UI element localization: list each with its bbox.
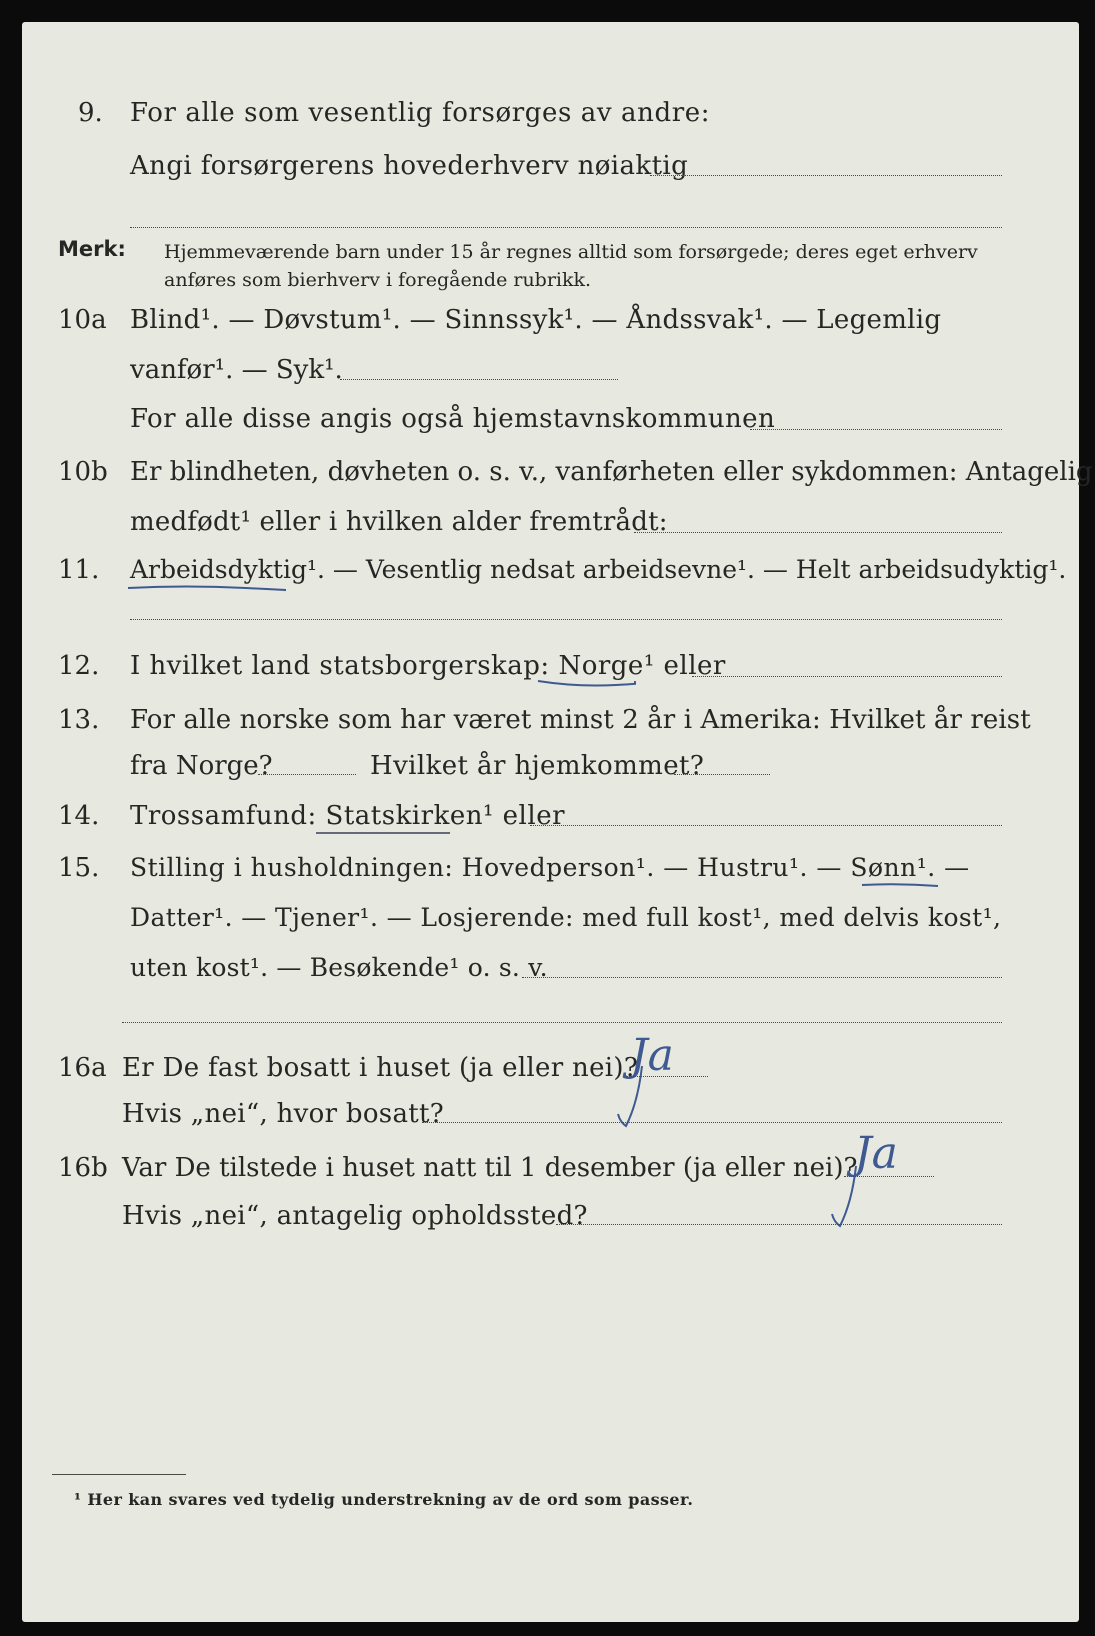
q15-answer-line[interactable] — [522, 977, 1002, 978]
q10b-line2: medfødt¹ eller i hvilken alder fremtrådt: — [130, 507, 668, 537]
q15-line1: Stilling i husholdningen: Hovedperson¹. — Hustru¹. — Sønn¹. — — [130, 853, 970, 882]
q13-line1: For alle norske som har været minst 2 år i Amerika: Hvilket år reist — [130, 705, 1031, 735]
q15-line2: Datter¹. — Tjener¹. — Losjerende: med full kost¹, med delvis kost¹, — [130, 903, 1002, 932]
q10a-hjemstavn-answer-line[interactable] — [750, 429, 1002, 430]
q11-line1: Arbeidsdyktig¹. — Vesentlig nedsat arbeidsevne¹. — Helt arbeidsudyktig¹. — [130, 555, 1067, 584]
q13-line2b: Hvilket år hjemkommet? — [370, 751, 705, 781]
q9-line1: For alle som vesentlig forsørges av andre: — [130, 98, 711, 128]
q10a-number: 10a — [58, 305, 107, 335]
q9-answer-line[interactable] — [650, 175, 1002, 176]
q16b-line1: Var De tilstede i huset natt til 1 desember (ja eller nei)? — [122, 1153, 858, 1183]
q12-line1: I hvilket land statsborgerskap: Norge¹ eller — [130, 651, 726, 681]
q9-number: 9. — [78, 98, 103, 128]
q15-number: 15. — [58, 853, 100, 883]
q10a-line2: vanfør¹. — Syk¹. — [130, 355, 343, 385]
q16b-line2: Hvis „nei“, antagelig opholdssted? — [122, 1201, 588, 1231]
q14-line1: Trossamfund: Statskirken¹ eller — [130, 801, 566, 831]
q10b-answer-line[interactable] — [634, 532, 1002, 533]
q12-handwritten-underline — [536, 678, 636, 690]
q13-number: 13. — [58, 705, 100, 735]
q13-reist-answer-line[interactable] — [258, 774, 356, 775]
q10a-line1: Blind¹. — Døvstum¹. — Sinnssyk¹. — Åndssvak¹. — Legemlig — [130, 305, 942, 335]
q15-line3: uten kost¹. — Besøkende¹ o. s. v. — [130, 953, 548, 982]
q16a-number: 16a — [58, 1053, 107, 1083]
q11-answer-line[interactable] — [130, 619, 1002, 620]
q14-answer-line[interactable] — [530, 825, 1002, 826]
q15-handwritten-underline — [860, 880, 940, 890]
form-page — [22, 22, 1093, 1622]
q16b-number: 16b — [58, 1153, 108, 1183]
q16b-handwritten-answer: Ja — [854, 1128, 898, 1179]
q10b-number: 10b — [58, 457, 108, 487]
q16a-line2: Hvis „nei“, hvor bosatt? — [122, 1099, 444, 1129]
q12-answer-line[interactable] — [692, 676, 1002, 677]
q9-answer-line-2[interactable] — [130, 227, 1002, 228]
q15-answer-line-2[interactable] — [122, 1022, 1002, 1023]
q10b-line1: Er blindheten, døvheten o. s. v., vanførheten eller sykdommen: Antagelig — [130, 457, 1093, 487]
footnote-divider — [52, 1474, 186, 1475]
q16b-opholdssted-answer-line[interactable] — [556, 1224, 1002, 1225]
q16a-answer-line[interactable] — [626, 1076, 708, 1077]
q16a-bosatt-answer-line[interactable] — [422, 1122, 1002, 1123]
q11-handwritten-underline — [126, 582, 286, 594]
merk-label: Merk: — [58, 237, 126, 261]
q13-hjemkommet-answer-line[interactable] — [674, 774, 770, 775]
q12-number: 12. — [58, 651, 100, 681]
q10a-line3: For alle disse angis også hjemstavnskommunen — [130, 404, 776, 434]
q16a-handwritten-answer: Ja — [630, 1030, 674, 1081]
q10a-syk-answer-line[interactable] — [340, 379, 618, 380]
footnote: ¹ Her kan svares ved tydelig understrekning av de ord som passer. — [74, 1490, 694, 1509]
q13-line2a: fra Norge? — [130, 751, 273, 781]
merk-line2: anføres som bierhverv i foregående rubrikk. — [164, 269, 592, 291]
q11-number: 11. — [58, 555, 100, 585]
q16b-answer-line[interactable] — [844, 1176, 934, 1177]
merk-line1: Hjemmeværende barn under 15 år regnes alltid som forsørgede; deres eget erhverv — [164, 241, 978, 263]
q16b-handwritten-stroke — [824, 1162, 864, 1232]
q14-number: 14. — [58, 801, 100, 831]
q9-line2: Angi forsørgerens hovederhverv nøiaktig — [130, 151, 689, 181]
q16a-line1: Er De fast bosatt i huset (ja eller nei)? — [122, 1053, 639, 1083]
q14-underline — [314, 828, 454, 838]
